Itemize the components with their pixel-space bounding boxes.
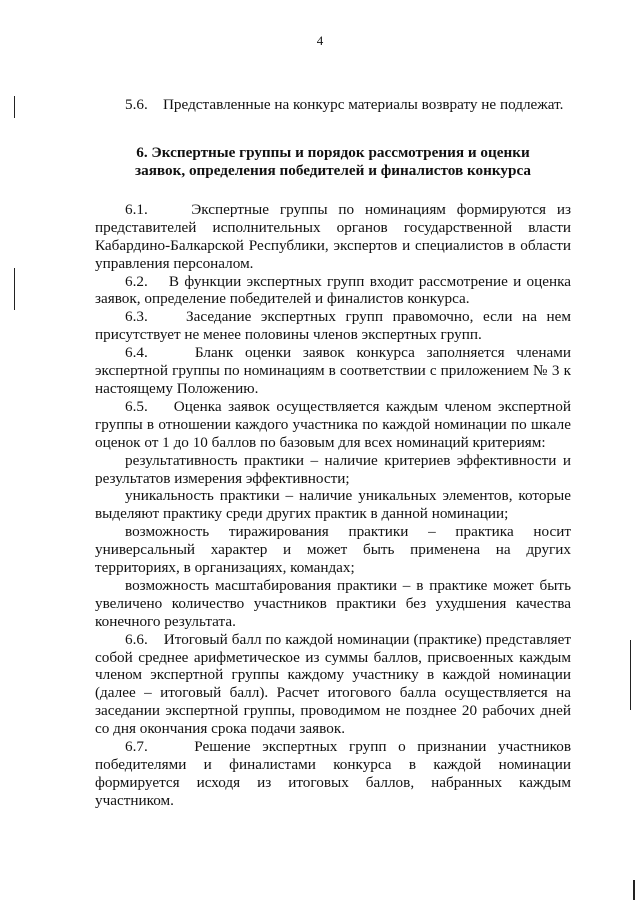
criterion-effectiveness: результативность практики – наличие критериев эффективности и результатов измерения эффективности; <box>95 451 571 487</box>
paragraph-6-4: 6.4. Бланк оценки заявок конкурса заполняется членами экспертной группы по номинациям в соответствии с приложением № 3 к настоящему Положению. <box>95 344 571 397</box>
paragraph-6-3: 6.3. Заседание экспертных групп правомочно, если на нем присутствует не менее половины членов экспертных групп. <box>95 308 571 344</box>
scan-margin-mark-right-bottom <box>633 880 635 900</box>
criterion-replicability: возможность тиражирования практики – практика носит универсальный характер и может быть применена на других территориях, в организациях, командах; <box>95 523 571 577</box>
section-6-heading-line-2: заявок, определения победителей и финалистов конкурса <box>135 162 531 180</box>
scan-margin-mark-left-top <box>14 96 15 118</box>
paragraph-6-5: 6.5. Оценка заявок осуществляется каждым членом экспертной группы в отношении каждого участника по каждой номинации по шкале оценок от 1 до 10 баллов по базовым для всех номинаций критериям: <box>95 397 571 451</box>
section-6-heading <box>95 144 571 181</box>
scan-margin-mark-left-mid <box>14 268 15 310</box>
paragraph-6-6: 6.6. Итоговый балл по каждой номинации (практике) представляет собой среднее арифметическое из суммы баллов, присвоенных каждым членом экспертной группы каждому участнику в каждой номинации (далее – итоговый балл). Расчет итогового балла осуществляется на заседании экспертной группы, проводимом не позднее 20 рабочих дней со дня окончания срока подачи заявок. <box>95 630 571 738</box>
criterion-scalability: возможность масштабирования практики – в практике может быть увеличено количество участников практики без ухудшения качества конечного результата. <box>95 576 571 630</box>
criterion-uniqueness: уникальность практики – наличие уникальных элементов, которые выделяют практику среди других практик в данной номинации; <box>95 487 571 523</box>
document-body <box>95 96 571 810</box>
page-number: 4 <box>316 33 324 48</box>
paragraph-6-2: 6.2. В функции экспертных групп входит рассмотрение и оценка заявок, определение победителей и финалистов конкурса. <box>95 272 571 308</box>
paragraph-6-1: 6.1. Экспертные группы по номинациям формируются из представителей исполнительных органов государственной власти Кабардино-Балкарской Республики, экспертов и специалистов в области управления персоналом. <box>95 200 571 272</box>
scan-margin-mark-right <box>630 640 631 710</box>
paragraph-6-7: 6.7. Решение экспертных групп о признании участников победителями и финалистами конкурса в каждой номинации формируется исходя из итоговых баллов, набранных каждым участником. <box>95 738 571 809</box>
paragraph-5-6: 5.6. Представленные на конкурс материалы возврату не подлежат. <box>125 96 564 113</box>
section-6-heading-line-1: 6. Экспертные группы и порядок рассмотрения и оценки <box>136 143 530 161</box>
